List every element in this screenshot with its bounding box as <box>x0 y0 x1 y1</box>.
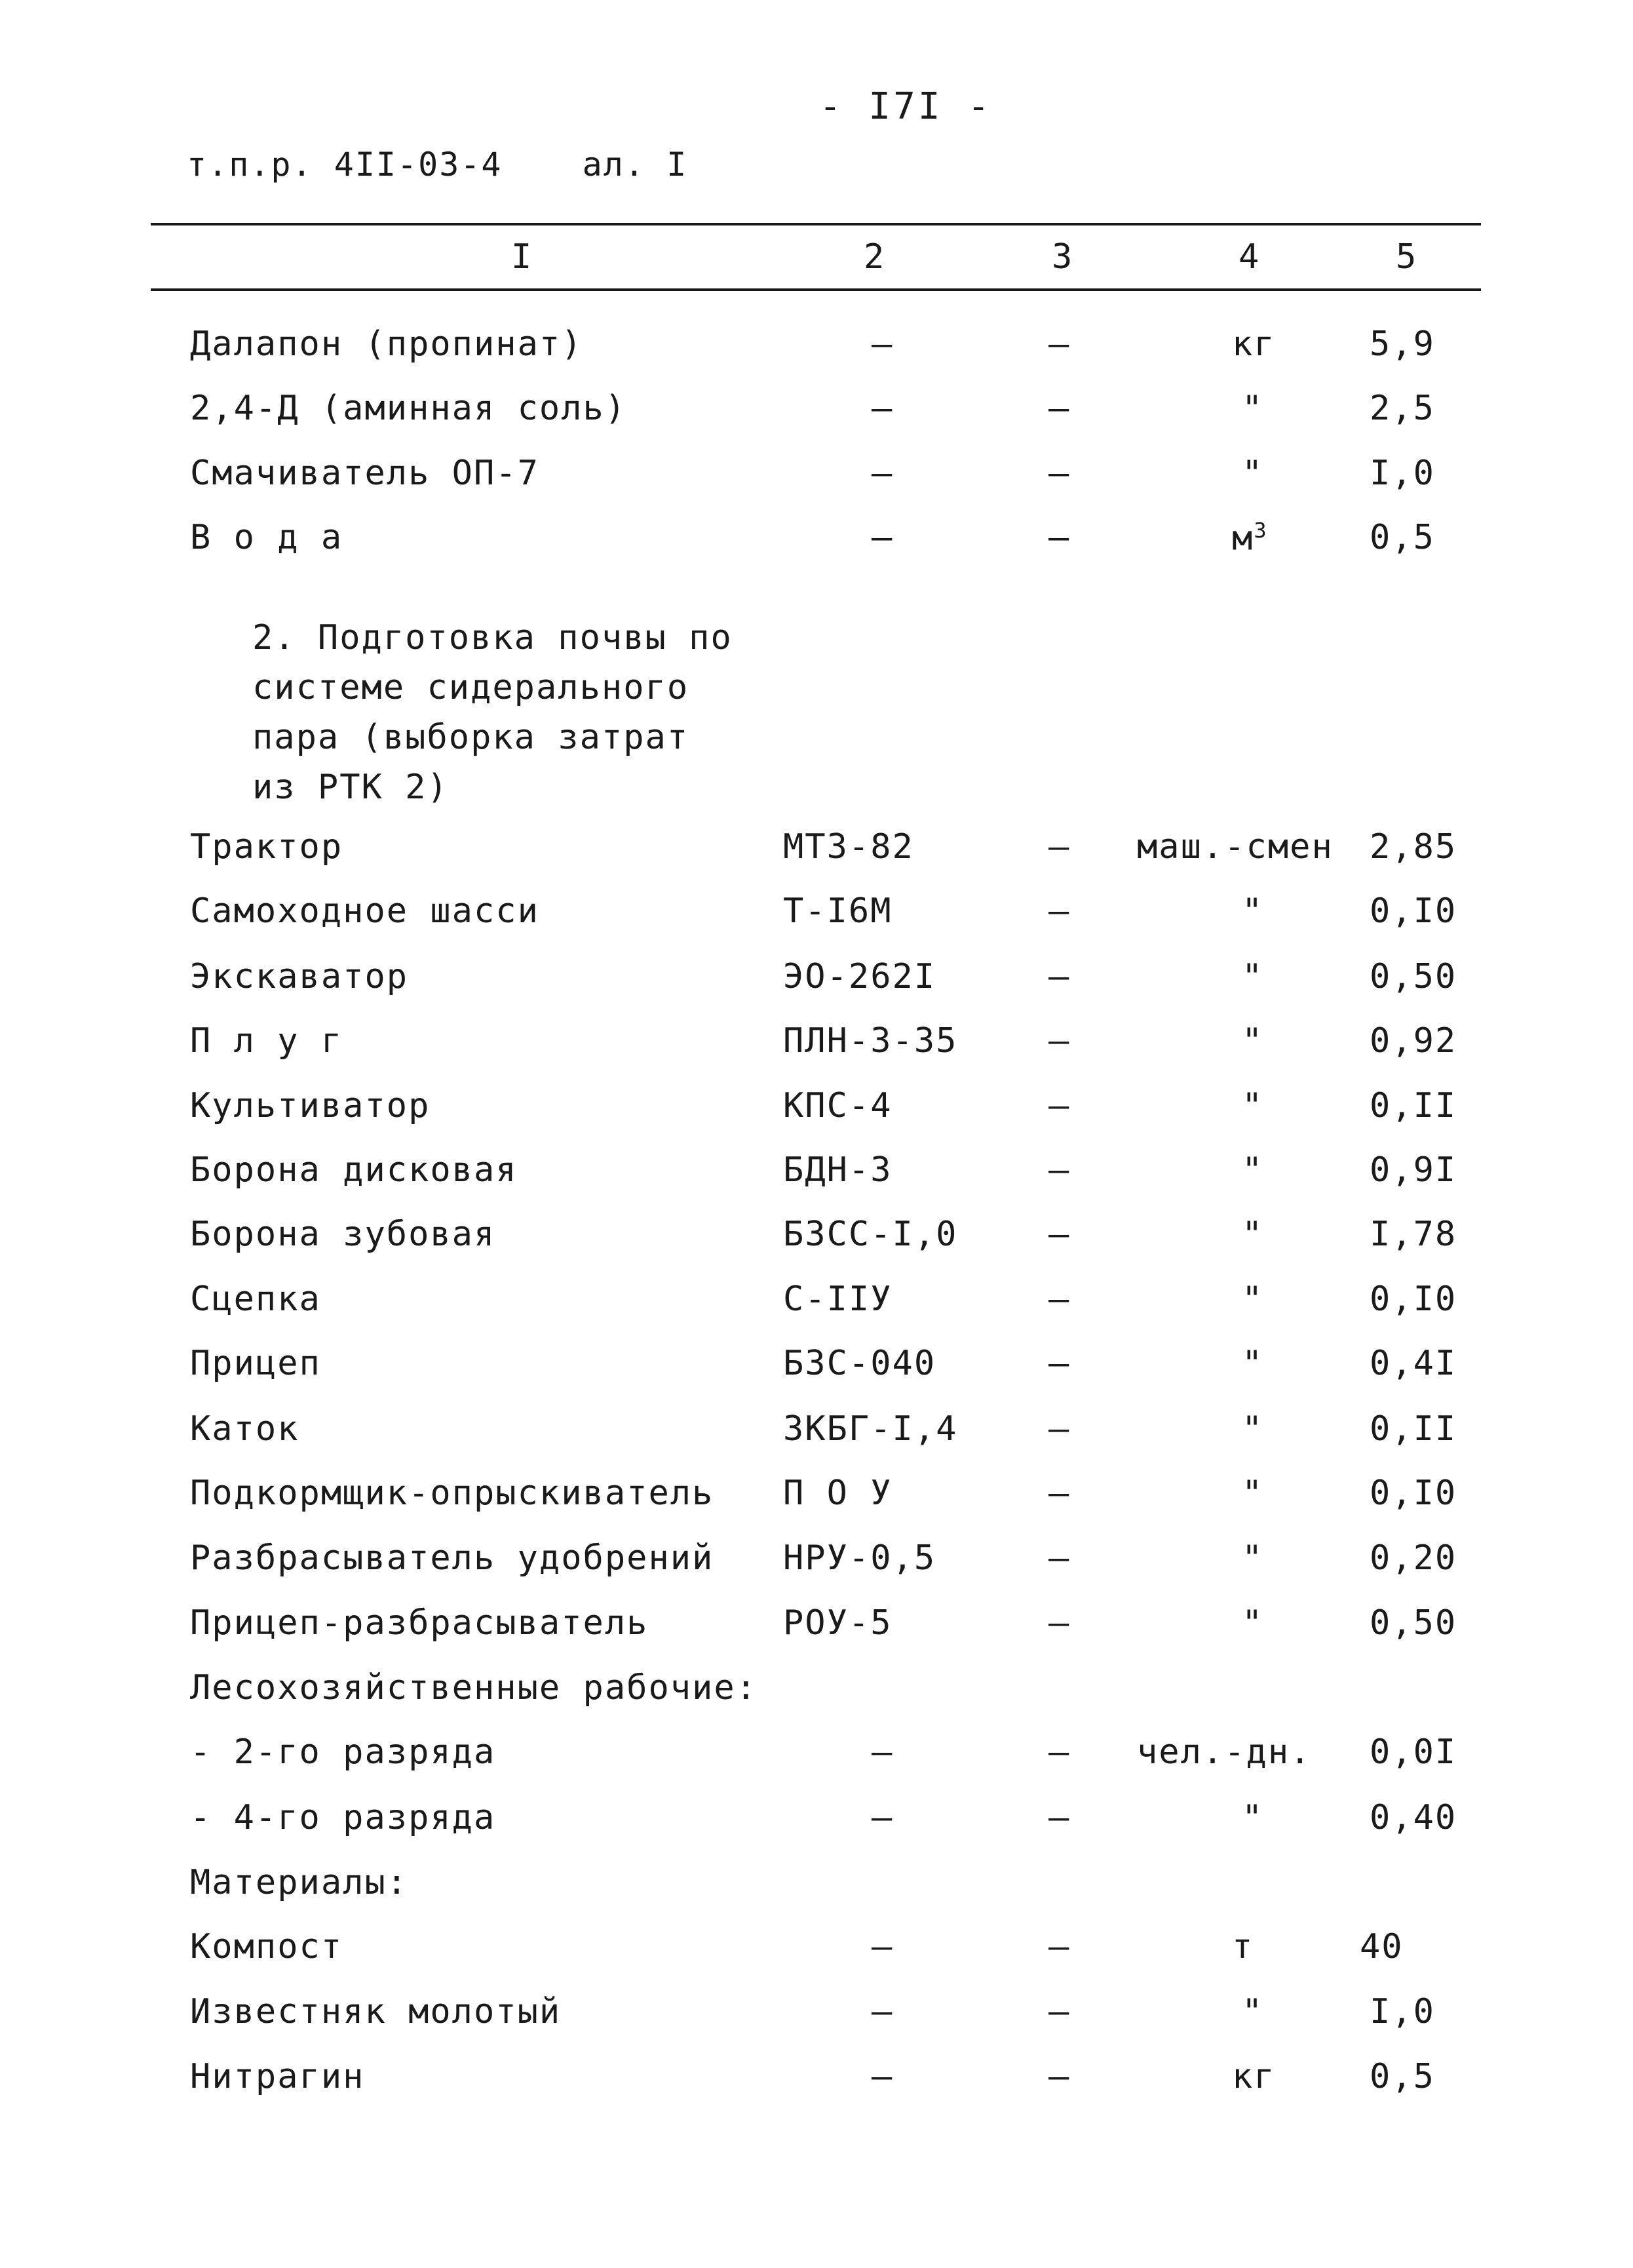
unit-superscript: 3 <box>1254 518 1268 543</box>
item-value: I,0 <box>1370 1992 1435 2031</box>
table-row <box>0 324 1633 377</box>
item-col2: – <box>872 1798 894 1837</box>
table-row <box>0 2057 1633 2109</box>
item-unit: " <box>1242 1992 1264 2031</box>
item-unit: " <box>1242 1280 1264 1319</box>
table-row <box>0 1344 1633 1396</box>
table-row <box>0 454 1633 506</box>
item-col3: – <box>1048 454 1071 493</box>
item-model: БДН-3 <box>783 1150 893 1190</box>
column-header-4: 4 <box>1239 237 1261 277</box>
item-unit: маш.-смен <box>1137 827 1334 867</box>
item-name: П л у г <box>190 1021 343 1061</box>
item-unit <box>1232 518 1268 558</box>
item-unit: " <box>1242 454 1264 493</box>
page-number: - I7I - <box>819 85 993 128</box>
item-col3: – <box>1048 1992 1071 2031</box>
item-col2: – <box>872 389 894 428</box>
table-row <box>0 1538 1633 1591</box>
item-model: П О У <box>783 1474 893 1513</box>
document-code <box>187 146 687 184</box>
item-col3: – <box>1048 957 1071 996</box>
item-name: Разбрасыватель удобрений <box>190 1538 714 1578</box>
item-name: Прицеп <box>190 1344 321 1383</box>
table-row <box>0 1798 1633 1850</box>
item-value: 0,0I <box>1370 1732 1457 1772</box>
item-unit: " <box>1242 1215 1264 1254</box>
item-model: Т-I6М <box>783 891 893 931</box>
item-unit: " <box>1242 1798 1264 1837</box>
item-col2: – <box>872 324 894 364</box>
item-col3: – <box>1048 1280 1071 1319</box>
item-unit: " <box>1242 1021 1264 1061</box>
table-row <box>0 1086 1633 1139</box>
item-col3: – <box>1048 1409 1071 1449</box>
item-model: РОУ-5 <box>783 1603 893 1643</box>
item-col2: – <box>872 1927 894 1966</box>
item-unit: " <box>1242 1150 1264 1190</box>
item-model: ЗКБГ-I,4 <box>783 1409 958 1449</box>
item-col3: – <box>1048 827 1071 867</box>
table-row <box>0 891 1633 944</box>
item-value: 0,5 <box>1370 2057 1435 2096</box>
item-model: ЭО-262I <box>783 957 936 996</box>
item-value: 0,I0 <box>1370 1474 1457 1513</box>
table-row <box>0 1474 1633 1526</box>
item-col3: – <box>1048 518 1071 557</box>
item-unit: " <box>1242 957 1264 996</box>
item-unit: " <box>1242 389 1264 428</box>
item-unit: " <box>1242 1344 1264 1383</box>
item-name: Самоходное шасси <box>190 891 539 931</box>
table-row <box>0 1927 1633 1980</box>
item-value: 0,4I <box>1370 1344 1457 1383</box>
table-row <box>0 957 1633 1009</box>
section-heading-line: системе сидерального <box>252 668 689 707</box>
item-col2: – <box>872 454 894 493</box>
table-row <box>0 518 1633 570</box>
item-col3: – <box>1048 1086 1071 1125</box>
section-heading <box>252 613 777 812</box>
item-model: ПЛН-3-35 <box>783 1021 958 1061</box>
item-col3: – <box>1048 324 1071 364</box>
project-code: т.п.р. 4II-03-4 <box>187 146 503 184</box>
item-col3: – <box>1048 1021 1071 1061</box>
item-name: Нитрагин <box>190 2057 365 2096</box>
item-name: Культиватор <box>190 1086 431 1125</box>
column-header-3: 3 <box>1052 237 1074 277</box>
item-value: 0,9I <box>1370 1150 1457 1190</box>
item-model: С-IIУ <box>783 1280 893 1319</box>
item-name: Подкормщик-опрыскиватель <box>190 1474 714 1513</box>
table-row <box>0 1215 1633 1267</box>
column-header-5: 5 <box>1396 237 1418 277</box>
item-name: Компост <box>190 1927 343 1966</box>
item-col3: – <box>1048 1150 1071 1190</box>
item-unit: чел.-дн. <box>1137 1732 1312 1772</box>
section-heading-line: пара (выборка затрат <box>252 718 689 757</box>
item-unit: " <box>1242 1538 1264 1578</box>
item-col3: – <box>1048 1927 1071 1966</box>
item-col3: – <box>1048 2057 1071 2096</box>
item-col3: – <box>1048 1344 1071 1383</box>
item-name: Борона зубовая <box>190 1215 496 1254</box>
item-model: КПС-4 <box>783 1086 893 1125</box>
item-unit: " <box>1242 1474 1264 1513</box>
table-row <box>0 827 1633 880</box>
item-value: 0,5 <box>1370 518 1435 557</box>
item-col3: – <box>1048 1538 1071 1578</box>
item-col3: – <box>1048 1732 1071 1772</box>
item-unit: " <box>1242 1603 1264 1643</box>
workers-heading-row <box>0 1668 1633 1721</box>
item-value: 0,II <box>1370 1409 1457 1449</box>
item-unit: " <box>1242 1086 1264 1125</box>
item-value: 0,I0 <box>1370 891 1457 931</box>
item-value: 40 <box>1360 1927 1404 1966</box>
table-row <box>0 1603 1633 1656</box>
item-name: В о д а <box>190 518 343 557</box>
item-name: Борона дисковая <box>190 1150 518 1190</box>
section-heading-line: из РТК 2) <box>252 768 449 807</box>
item-col3: – <box>1048 891 1071 931</box>
item-name: - 2-го разряда <box>190 1732 496 1772</box>
item-model: НРУ-0,5 <box>783 1538 936 1578</box>
item-model: МТЗ-82 <box>783 827 914 867</box>
item-value: 2,85 <box>1370 827 1457 867</box>
item-unit: " <box>1242 891 1264 931</box>
item-value: 0,II <box>1370 1086 1457 1125</box>
item-value: 0,I0 <box>1370 1280 1457 1319</box>
table-row <box>0 1280 1633 1332</box>
sheet-number: ал. I <box>582 146 688 184</box>
item-col2: – <box>872 2057 894 2096</box>
item-unit: кг <box>1232 2057 1276 2096</box>
section-heading-line: 2. Подготовка почвы по <box>252 618 733 657</box>
table-header-rule <box>151 288 1481 291</box>
item-value: I,78 <box>1370 1215 1457 1254</box>
materials-heading: Материалы: <box>190 1863 409 1902</box>
item-col3: – <box>1048 1603 1071 1643</box>
column-header-1: I <box>511 237 533 277</box>
item-value: 0,40 <box>1370 1798 1457 1837</box>
item-name: - 4-го разряда <box>190 1798 496 1837</box>
table-row <box>0 1150 1633 1203</box>
item-name: Экскаватор <box>190 957 409 996</box>
table-row <box>0 1732 1633 1785</box>
item-value: 2,5 <box>1370 389 1435 428</box>
item-model: БЗС-040 <box>783 1344 936 1383</box>
item-value: 0,50 <box>1370 1603 1457 1643</box>
item-name: Сцепка <box>190 1280 321 1319</box>
materials-heading-row <box>0 1863 1633 1915</box>
item-col2: – <box>872 1992 894 2031</box>
item-col2: – <box>872 518 894 557</box>
item-name: Каток <box>190 1409 299 1449</box>
item-unit: т <box>1232 1927 1254 1966</box>
item-name: 2,4-Д (аминная соль) <box>190 389 627 428</box>
item-value: 0,50 <box>1370 957 1457 996</box>
item-value: I,0 <box>1370 454 1435 493</box>
column-header-2: 2 <box>864 237 886 277</box>
table-row <box>0 1409 1633 1462</box>
item-col3: – <box>1048 1474 1071 1513</box>
item-name: Прицеп-разбрасыватель <box>190 1603 649 1643</box>
item-model: БЗСС-I,0 <box>783 1215 958 1254</box>
item-value: 0,20 <box>1370 1538 1457 1578</box>
table-header-row <box>0 237 1633 290</box>
item-unit: " <box>1242 1409 1264 1449</box>
item-col3: – <box>1048 389 1071 428</box>
table-row <box>0 389 1633 441</box>
item-col2: – <box>872 1732 894 1772</box>
table-row <box>0 1992 1633 2044</box>
table-row <box>0 1021 1633 1074</box>
item-unit: кг <box>1232 324 1276 364</box>
workers-heading: Лесохозяйственные рабочие: <box>190 1668 758 1708</box>
item-name: Смачиватель ОП-7 <box>190 454 539 493</box>
item-name: Трактор <box>190 827 343 867</box>
item-col3: – <box>1048 1798 1071 1837</box>
item-col3: – <box>1048 1215 1071 1254</box>
unit-base: м <box>1232 518 1254 558</box>
table-top-rule <box>151 223 1481 225</box>
item-value: 5,9 <box>1370 324 1435 364</box>
item-name: Известняк молотый <box>190 1992 562 2031</box>
item-name: Далапон (пропинат) <box>190 324 583 364</box>
item-value: 0,92 <box>1370 1021 1457 1061</box>
